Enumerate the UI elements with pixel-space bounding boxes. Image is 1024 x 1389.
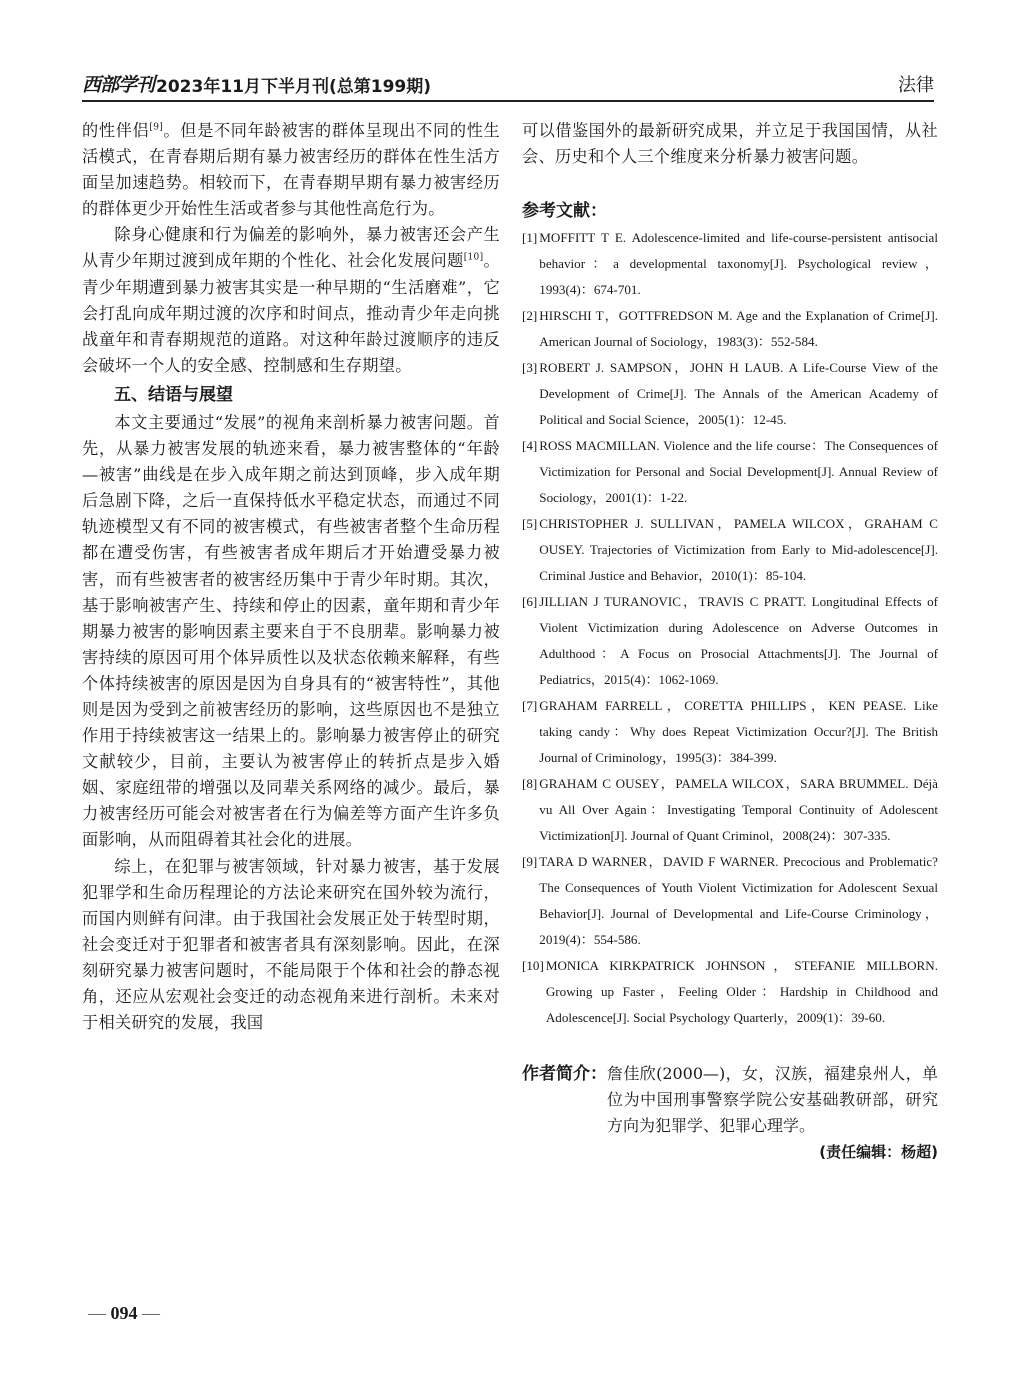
running-header: [82, 70, 934, 102]
reference-text: ROBERT J. SAMPSON，JOHN H LAUB. A Life-Course View of the Development of Crime[J]. The Annals of the American Academy of Political and Social Science，2005(1)：12-45.: [539, 360, 938, 428]
reference-item: [522, 511, 938, 589]
reference-text: CHRISTOPHER J. SULLIVAN，PAMELA WILCOX，GRAHAM C OUSEY. Trajectories of Victimization from Early to Mid-adolescence[J]. Criminal Justice and Behavior，2010(1)：85-104.: [539, 516, 938, 584]
reference-text: JILLIAN J TURANOVIC，TRAVIS C PRATT. Longitudinal Effects of Violent Victimization during Adolescence on Adverse Outcomes in Adulthood：A Focus on Prosocial Attachments[J]. The Journal of Pediatrics，2015(4)：1062-1069.: [539, 594, 938, 688]
reference-number: [1]: [522, 230, 538, 246]
reference-text: MONICA KIRKPATRICK JOHNSON，STEFANIE MILLBORN. Growing up Faster，Feeling Older：Hardship in Childhood and Adolescence[J]. Social Psychology Quarterly，2009(1)：39-60.: [545, 958, 938, 1026]
journal-logo: 西部学刊: [82, 74, 155, 96]
paragraph-text: 除身心健康和行为偏差的影响外，暴力被害还会产生从青少年期过渡到成年期的个性化、社会化发展问题: [82, 225, 500, 271]
issue-info: 2023年11月下半月刊(总第199期): [156, 77, 432, 97]
reference-item: [522, 589, 938, 693]
header-left: [82, 70, 431, 100]
reference-number: [10]: [522, 958, 544, 974]
section-heading: 五、结语与展望: [114, 384, 233, 405]
editor-note: (责任编辑：杨超): [819, 1143, 938, 1162]
reference-item: [522, 953, 938, 1031]
citation-marker: [10]: [463, 253, 484, 264]
reference-number: [5]: [522, 516, 538, 532]
right-column: [522, 118, 938, 1162]
reference-text: ROSS MACMILLAN. Violence and the life course：The Consequences of Victimization for Personal and Social Development[J]. Annual Review of Sociology，2001(1)：1-22.: [539, 438, 938, 506]
reference-text: MOFFITT T E. Adolescence-limited and life-course-persistent antisocial behavior：a developmental taxonomy[J]. Psychological review，1993(4)：674-701.: [539, 230, 938, 298]
reference-text: HIRSCHI T，GOTTFREDSON M. Age and the Explanation of Crime[J]. American Journal of Sociology，1983(3)：552-584.: [539, 308, 938, 350]
paragraph-text: 。青少年期遭到暴力被害其实是一种早期的“生活磨难”，它会打乱向成年期过渡的次序和时间点，推动青少年走向挑战童年和青春期规范的道路。对这种年龄过渡顺序的违反会破坏一个人的安全感、控制感和生存期望。: [82, 251, 500, 375]
paragraph: [82, 222, 500, 379]
author-text: 詹佳欣(2000—)，女，汉族，福建泉州人，单位为中国刑事警察学院公安基础教研部，研究方向为犯罪学、犯罪心理学。: [607, 1064, 938, 1136]
reference-item: [522, 433, 938, 511]
paragraph-text: 。但是不同年龄被害的群体呈现出不同的性生活模式，在青春期后期有暴力被害经历的群体在性生活方面呈加速趋势。相较而下，在青春期早期有暴力被害经历的群体更少开始性生活或者参与其他性高危行为。: [82, 121, 500, 219]
paragraph: 综上，在犯罪与被害领域，针对暴力被害，基于发展犯罪学和生命历程理论的方法论来研究在国外较为流行，而国内则鲜有问津。由于我国社会发展正处于转型时期，社会变迁对于犯罪者和被害者具有深刻影响。因此，在深刻研究暴力被害问题时，不能局限于个体和社会的静态视角，还应从宏观社会变迁的动态视角来进行剖析。未来对于相关研究的发展，我国: [82, 856, 500, 1033]
reference-number: [6]: [522, 594, 538, 610]
reference-text: GRAHAM FARRELL，CORETTA PHILLIPS，KEN PEASE. Like taking candy：Why does Repeat Victimization Occur?[J]. The British Journal of Criminology，1995(3)：384-399.: [539, 698, 938, 766]
author-label: 作者简介：: [522, 1064, 607, 1085]
reference-item: [522, 225, 938, 303]
reference-number: [8]: [522, 776, 538, 792]
paragraph-text: 的性伴侣: [82, 121, 150, 140]
paragraph: [82, 118, 500, 222]
reference-list: [522, 225, 938, 1031]
page-number: — 094 —: [88, 1303, 160, 1323]
references-heading: 参考文献：: [522, 201, 607, 222]
reference-item: [522, 771, 938, 849]
reference-item: [522, 693, 938, 771]
citation-marker: [9]: [149, 122, 164, 133]
section-label: 法律: [898, 75, 934, 96]
reference-number: [4]: [522, 438, 538, 454]
paragraph: 本文主要通过“发展”的视角来剖析暴力被害问题。首先，从暴力被害发展的轨迹来看，暴力被害整体的“年龄—被害”曲线是在步入成年期之前达到顶峰，步入成年期后急剧下降，之后一直保持低水平稳定状态，而通过不同轨迹模型又有不同的被害模式，有些被害者整个生命历程都在遭受伤害，有些被害者成年期后才开始遭受暴力被害，而有些被害者的被害经历集中于青少年时期。其次，基于影响被害产生、持续和停止的因素，童年期和青少年期暴力被害的影响因素主要来自于不良朋辈。影响暴力被害持续的原因可用个体异质性以及状态依赖来解释，有些个体持续被害的原因是因为自身具有的“被害特性”，其他则是因为受到之前被害经历的影响，这些原因也不是独立作用于持续被害这一结果上的。影响暴力被害停止的研究文献较少，目前，主要认为被害停止的转折点是步入婚姻、家庭纽带的增强以及同辈关系网络的减少。最后，暴力被害经历可能会对被害者在行为偏差等方面产生许多负面影响，从而阻碍着其社会化的进展。: [82, 412, 500, 850]
reference-text: TARA D WARNER，DAVID F WARNER. Precocious and Problematic? The Consequences of Youth Violent Victimization for Adolescent Sexual Behavior[J]. Journal of Developmental and Life-Course Criminology，2019(4)：554-586.: [539, 854, 938, 948]
author-bio: [522, 1061, 938, 1139]
reference-number: [9]: [522, 854, 538, 870]
left-column: [82, 118, 500, 1036]
reference-item: [522, 849, 938, 953]
reference-number: [2]: [522, 308, 538, 324]
reference-number: [7]: [522, 698, 538, 714]
reference-number: [3]: [522, 360, 538, 376]
reference-item: [522, 355, 938, 433]
reference-item: [522, 303, 938, 355]
page-number-value: 094: [110, 1303, 138, 1323]
reference-text: GRAHAM C OUSEY，PAMELA WILCOX，SARA BRUMMEL. Déjà vu All Over Again：Investigating Temporal Continuity of Adolescent Victimization[J]. Journal of Quant Criminol，2008(24)：307-335.: [539, 776, 938, 844]
paragraph: 可以借鉴国外的最新研究成果，并立足于我国国情，从社会、历史和个人三个维度来分析暴力被害问题。: [522, 121, 938, 167]
